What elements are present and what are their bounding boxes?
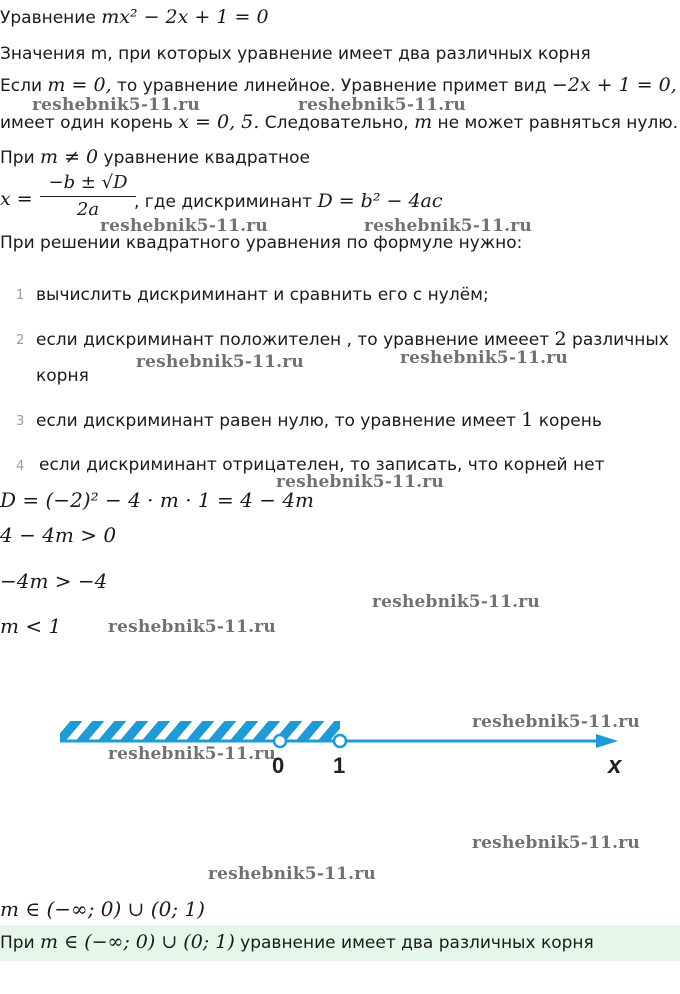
- list-number: 2: [16, 333, 25, 348]
- title-equation: mx² − 2x + 1 = 0: [101, 6, 269, 28]
- text: имеет один корень: [0, 113, 173, 133]
- list-number: 3: [16, 414, 25, 429]
- math-m-nonzero: m ≠ 0: [40, 146, 99, 168]
- watermark: reshebnik5-11.ru: [372, 592, 540, 612]
- list-text: [36, 409, 602, 432]
- watermark: reshebnik5-11.ru: [472, 833, 640, 853]
- point-1: [334, 735, 346, 747]
- label-0: 0: [272, 753, 285, 778]
- formula-tail-line: [134, 190, 443, 213]
- text: Следовательно,: [264, 113, 409, 133]
- list-text: вычислить дискриминант и сравнить его с нулём;: [36, 285, 489, 305]
- list-text: [36, 328, 669, 351]
- watermark: reshebnik5-11.ru: [100, 216, 268, 236]
- inequality-1: 4 − 4m > 0: [0, 523, 117, 547]
- formula-fraction: [38, 172, 138, 221]
- watermark: reshebnik5-11.ru: [298, 95, 466, 115]
- list-number: 4: [16, 459, 25, 474]
- answer-set: m ∈ (−∞; 0) ∪ (0; 1): [0, 897, 205, 921]
- fraction-bar: [40, 196, 136, 197]
- inequality-3: m < 1: [0, 614, 62, 638]
- question-text: Значения m, при которых уравнение имеет два различных корня: [0, 44, 591, 64]
- text: то уравнение линейное. Уравнение примет вид: [116, 76, 547, 96]
- label-1: 1: [333, 753, 346, 778]
- math-linear-eq: −2x + 1 = 0,: [551, 74, 677, 96]
- watermark: reshebnik5-11.ru: [136, 352, 304, 372]
- math-value: 1: [521, 409, 534, 431]
- list-number: 1: [16, 288, 25, 303]
- steps-intro: При решении квадратного уравнения по формуле нужно:: [0, 233, 523, 253]
- watermark: reshebnik5-11.ru: [108, 744, 276, 764]
- formula-numerator: −b ± √D: [48, 172, 128, 193]
- watermark: reshebnik5-11.ru: [208, 864, 376, 884]
- watermark: reshebnik5-11.ru: [276, 472, 444, 492]
- text: уравнение квадратное: [103, 148, 310, 168]
- text: если дискриминант положителен , то уравнение имееет: [36, 330, 550, 350]
- text: При: [0, 148, 35, 168]
- conclusion-set: m ∈ (−∞; 0) ∪ (0; 1): [40, 931, 235, 953]
- text: Если: [0, 76, 43, 96]
- text: При: [0, 933, 35, 953]
- watermark: reshebnik5-11.ru: [32, 95, 200, 115]
- text: не может равняться нулю.: [437, 113, 679, 133]
- quadratic-case-line: [0, 146, 310, 169]
- math-root: x = 0, 5.: [178, 111, 260, 133]
- conclusion-line: [0, 931, 594, 954]
- watermark: reshebnik5-11.ru: [364, 216, 532, 236]
- text: , где дискриминант: [134, 192, 313, 212]
- text: корень: [538, 411, 602, 431]
- title-line: [0, 6, 269, 29]
- text: различных: [572, 330, 669, 350]
- hatched-region: [60, 721, 340, 741]
- formula-lhs: x =: [0, 188, 33, 210]
- discriminant-formula: D = b² − 4ac: [317, 190, 443, 212]
- math-m-zero: m = 0,: [47, 74, 112, 96]
- list-text-cont: корня: [36, 366, 89, 386]
- list-text: если дискриминант отрицателен, то записать, что корней нет: [39, 455, 605, 475]
- inequality-2: −4m > −4: [0, 569, 108, 593]
- math-value: 2: [554, 328, 567, 350]
- discriminant-calc: D = (−2)² − 4 · m · 1 = 4 − 4m: [0, 488, 315, 512]
- label-x: x: [608, 752, 622, 779]
- linear-case-line1: [0, 74, 677, 97]
- watermark: reshebnik5-11.ru: [400, 348, 568, 368]
- formula-denominator: 2a: [76, 199, 100, 220]
- watermark: reshebnik5-11.ru: [108, 617, 276, 637]
- title-prefix: Уравнение: [0, 8, 96, 28]
- axis-arrow: [596, 734, 618, 748]
- math-m: m: [414, 111, 433, 133]
- text: если дискриминант равен нулю, то уравнение имеет: [36, 411, 516, 431]
- text: уравнение имеет два различных корня: [240, 933, 594, 953]
- watermark: reshebnik5-11.ru: [472, 712, 640, 732]
